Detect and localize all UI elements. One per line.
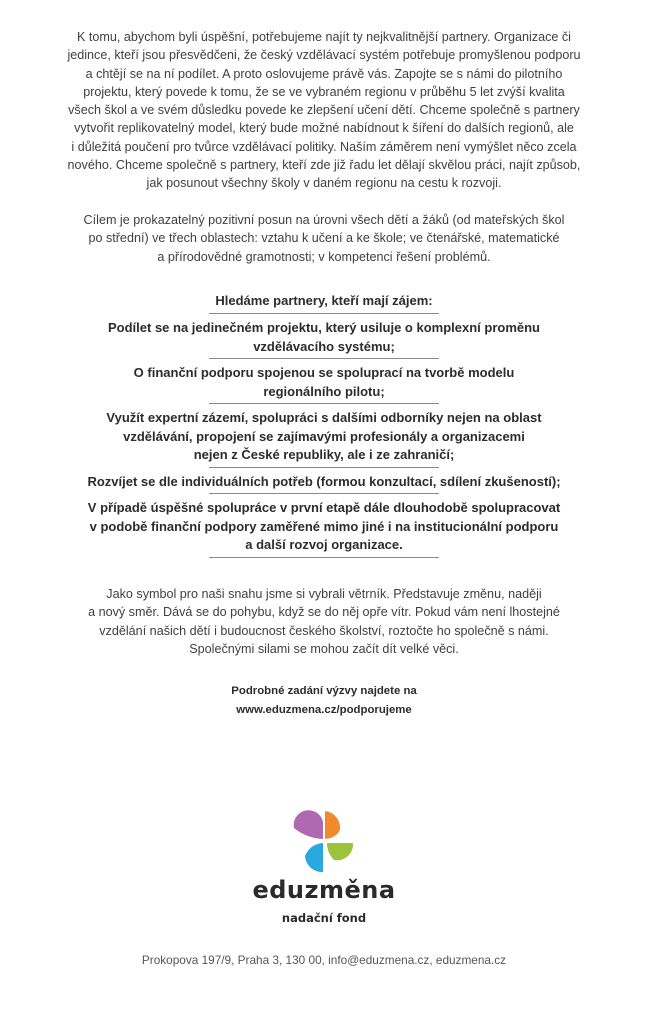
partner-item: [0, 359, 648, 403]
partner-item-line: regionálního pilotu;: [263, 383, 385, 399]
partner-item: [0, 314, 648, 358]
partner-item-line: vzdělávacího systému;: [253, 338, 395, 354]
intro-line: jak posunout všechny školy v daném regionu na cestu k rozvoji.: [146, 176, 502, 191]
intro-line: K tomu, abychom byli úspěšní, potřebujeme najít ty nejkvalitnější partnery. Organizace či: [77, 30, 571, 44]
intro-line: projektu, který povede k tomu, že se ve vybraném regionu v průběhu 5 let zvýší kvalita: [83, 84, 565, 99]
pinwheel-green-blade: [327, 843, 353, 860]
pinwheel-logo-icon: [274, 808, 374, 876]
symbol-paragraph: [30, 585, 618, 658]
partners-section: [0, 292, 648, 558]
intro-line: vytvořit replikovatelný model, který bude možné nabídnout k šíření do dalších regionů, ale: [74, 121, 574, 136]
partner-item-line: Využít expertní zázemí, spolupráci s dalšími odborníky nejen na oblast: [106, 410, 542, 425]
partner-item-line: a další rozvoj organizace.: [245, 537, 403, 552]
cta-text: Podrobné zadání výzvy najdete na: [231, 685, 417, 697]
intro-line: i důležitá poučení pro tvůrce vzdělávací politiky. Naším záměrem není vymýšlet něco zcela: [71, 139, 577, 154]
intro-line: jedince, kteří jsou přesvědčeni, že český vzdělávací systém potřebuje promyšlenou podporu: [67, 48, 581, 63]
symbol-line: a nový směr. Dává se do pohybu, když se do něj opře vítr. Pokud vám není lhostejné: [88, 605, 560, 620]
partners-heading-text: Hledáme partnery, kteří mají zájem:: [215, 293, 433, 308]
partner-item: [0, 494, 648, 557]
partner-item-line: vzdělávání, propojení se zajímavými profesionály a organizacemi: [123, 428, 525, 444]
goal-line: Cílem je prokazatelný pozitivní posun na úrovni všech dětí a žáků (od mateřských škol: [83, 213, 565, 227]
call-to-action: [0, 682, 648, 720]
cta-link[interactable]: www.eduzmena.cz/podporujeme: [236, 704, 412, 716]
brand-subtitle: nadační fond: [281, 911, 367, 925]
symbol-line: Společnými silami se mohou začít dít velké věci.: [189, 641, 459, 656]
partner-item-line: O finanční podporu spojenou se spoluprací na tvorbě modelu: [133, 365, 515, 380]
brand-name: eduzměna: [252, 876, 396, 904]
partner-item: [0, 468, 648, 494]
goal-paragraph: [30, 211, 618, 266]
partners-heading: [0, 292, 648, 313]
partner-item-line: Podílet se na jedinečném projektu, který usiluje o komplexní proměnu: [108, 320, 540, 335]
partner-item-line: Rozvíjet se dle individuálních potřeb (formou konzultací, sdílení zkušeností);: [87, 473, 561, 489]
goal-line: a přírodovědné gramotnosti; v kompetenci řešení problémů.: [157, 249, 491, 264]
partner-item-line: V případě úspěšné spolupráce v první etapě dále dlouhodobě spolupracovat: [87, 500, 561, 515]
intro-line: nového. Chceme společně s partnery, kteří zde již řadu let dělají skvělou práci, najít způsob,: [67, 158, 581, 173]
pinwheel-purple-blade: [294, 810, 323, 839]
intro-line: a chtějí se na ní podílet. A proto oslovujeme právě vás. Zapojte se s námi do pilotního: [85, 66, 563, 81]
footer-address: Prokopova 197/9, Praha 3, 130 00, info@eduzmena.cz, eduzmena.cz: [141, 953, 507, 967]
pinwheel-orange-blade: [325, 811, 340, 839]
symbol-line: vzdělání našich dětí i budoucnost českého školství, roztočte ho společně s námi.: [99, 623, 549, 638]
goal-line: po střední) ve třech oblastech: vztahu k učení a ke škole; ve čtenářské, matematické: [88, 231, 560, 246]
divider: [209, 557, 439, 558]
symbol-line: Jako symbol pro naši snahu jsme si vybrali větrník. Představuje změnu, naději: [106, 587, 542, 601]
intro-paragraph: [30, 28, 618, 193]
partner-item: [0, 404, 648, 467]
partner-item-line: nejen z České republiky, ale i ze zahraničí;: [193, 447, 455, 462]
partner-item-line: v podobě finanční podpory zaměřené mimo jiné i na institucionální podporu: [89, 518, 559, 534]
intro-line: všech škol a ve svém důsledku povede ke zlepšení učení dětí. Chceme společně s partnery: [68, 103, 580, 118]
pinwheel-blue-blade: [305, 843, 323, 872]
